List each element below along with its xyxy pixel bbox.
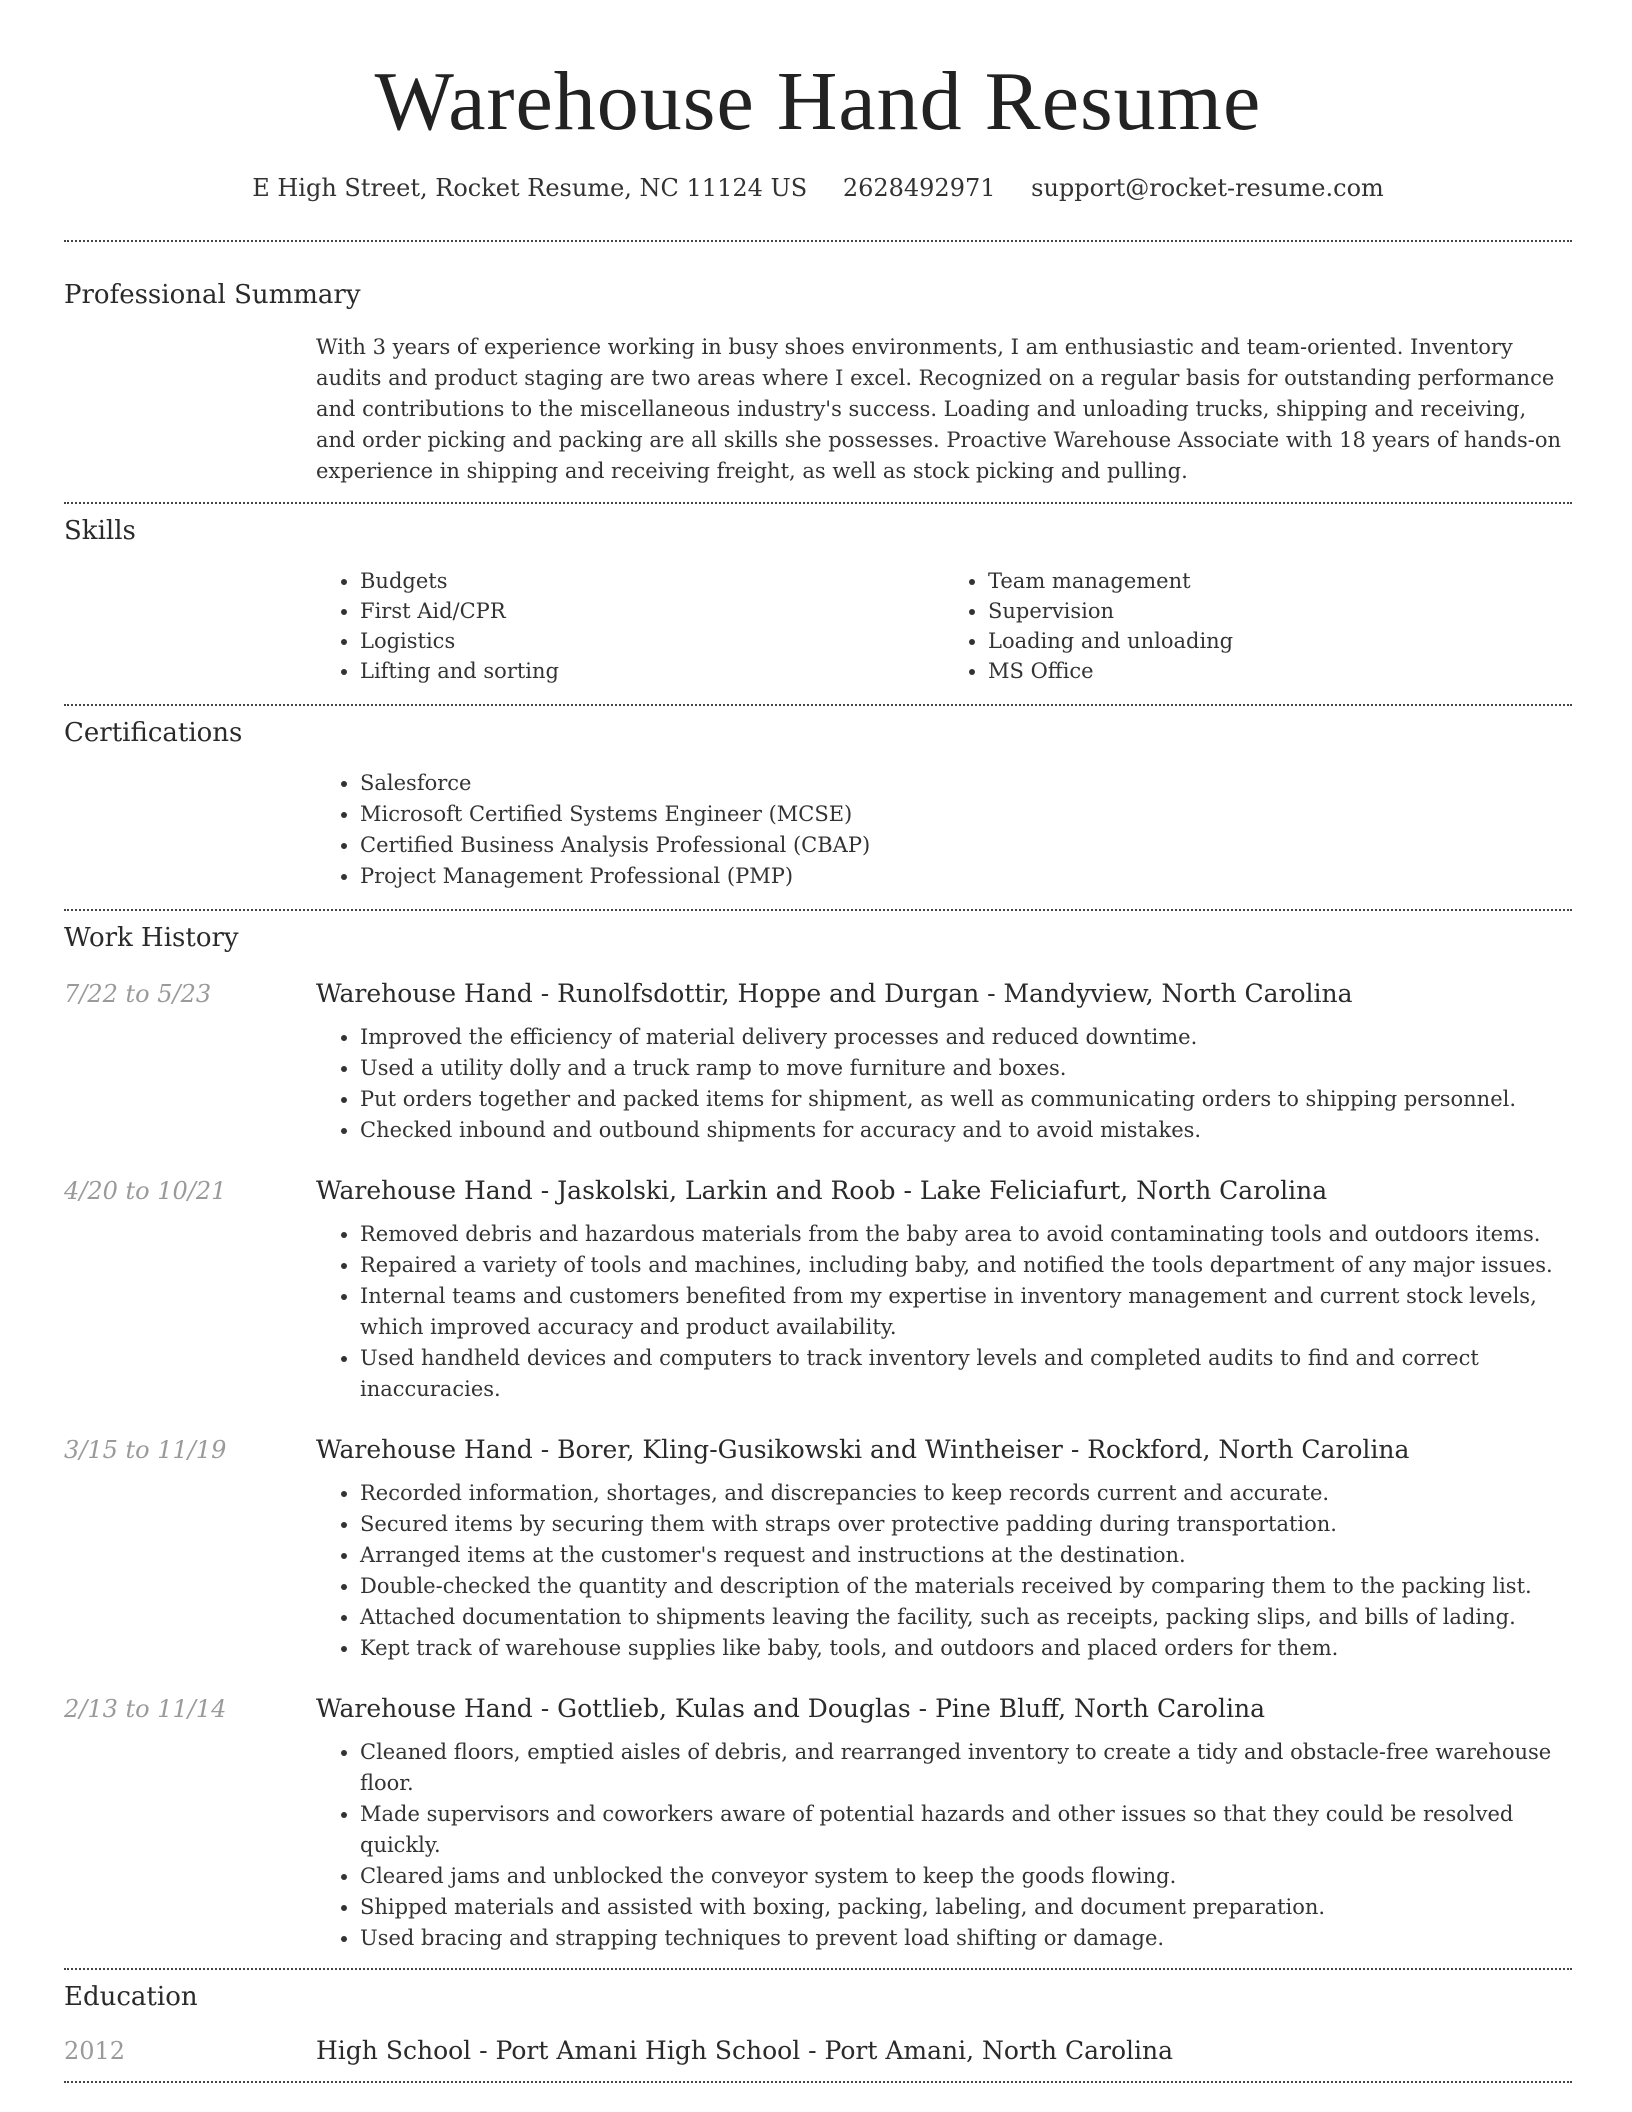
list-item: • Project Management Professional (PMP) (360, 861, 1572, 892)
list-item: • Improved the efficiency of material delivery processes and reduced downtime. (360, 1022, 1572, 1053)
job-date: 3/15 to 11/19 (64, 1436, 227, 1464)
list-item: • Arranged items at the customer's request and instructions at the destination. (360, 1540, 1572, 1571)
job-title: Warehouse Hand - Jaskolski, Larkin and Roob - Lake Feliciafurt, North Carolina (316, 1176, 1328, 1205)
resume-page (64, 0, 1572, 2083)
job-header (64, 1694, 1572, 1723)
job-duties (316, 1737, 1572, 1954)
job-date: 2/13 to 11/14 (64, 1695, 227, 1723)
list-item: • Lifting and sorting (360, 656, 944, 686)
skills-grid (316, 566, 1572, 686)
contact-phone: 2628492971 (842, 174, 996, 202)
contact-address: E High Street, Rocket Resume, NC 11124 US (252, 174, 808, 202)
divider (64, 1968, 1572, 1970)
list-item: • Secured items by securing them with straps over protective padding during transportation. (360, 1509, 1572, 1540)
education-row (64, 2036, 1572, 2065)
skills-list-right (944, 566, 1572, 686)
job-duties-list (316, 1737, 1572, 1954)
list-item: • Made supervisors and coworkers aware of potential hazards and other issues so that they could be resolved quickly. (360, 1799, 1572, 1861)
job-duties (316, 1022, 1572, 1146)
job-header (64, 1176, 1572, 1205)
job-duties-list (316, 1478, 1572, 1664)
job-duties-list (316, 1022, 1572, 1146)
list-item: • Used a utility dolly and a truck ramp to move furniture and boxes. (360, 1053, 1572, 1084)
list-item: • Budgets (360, 566, 944, 596)
section-title-skills: Skills (64, 516, 136, 546)
job-title: Warehouse Hand - Runolfsdottir, Hoppe and Durgan - Mandyview, North Carolina (316, 979, 1353, 1008)
job-date: 4/20 to 10/21 (64, 1177, 227, 1205)
list-item: • Shipped materials and assisted with boxing, packing, labeling, and document preparation. (360, 1892, 1572, 1923)
list-item: • Used bracing and strapping techniques to prevent load shifting or damage. (360, 1923, 1572, 1954)
section-title-summary: Professional Summary (64, 280, 361, 310)
contact-email: support@rocket-resume.com (1031, 174, 1384, 202)
list-item: • Double-checked the quantity and description of the materials received by comparing them to the packing list. (360, 1571, 1572, 1602)
resume-title: Warehouse Hand Resume (374, 55, 1262, 148)
list-item: • Recorded information, shortages, and discrepancies to keep records current and accurate. (360, 1478, 1572, 1509)
list-item: • Certified Business Analysis Professional (CBAP) (360, 830, 1572, 861)
job-duties-list (316, 1219, 1572, 1405)
divider (64, 704, 1572, 706)
list-item: • Internal teams and customers benefited from my expertise in inventory management and current stock levels, which improved accuracy and product availability. (360, 1281, 1572, 1343)
list-item: • Removed debris and hazardous materials from the baby area to avoid contaminating tools and outdoors items. (360, 1219, 1572, 1250)
job-duties (316, 1219, 1572, 1405)
list-item: • Attached documentation to shipments leaving the facility, such as receipts, packing slips, and bills of lading. (360, 1602, 1572, 1633)
job-duties (316, 1478, 1572, 1664)
list-item: • Put orders together and packed items for shipment, as well as communicating orders to shipping personnel. (360, 1084, 1572, 1115)
list-item: • MS Office (988, 656, 1572, 686)
job-header (64, 979, 1572, 1008)
divider (64, 2081, 1572, 2083)
certifications-list (316, 768, 1572, 892)
section-title-education: Education (64, 1982, 198, 2012)
summary-text: With 3 years of experience working in busy shoes environments, I am enthusiastic and team-oriented. Inventory audits and product staging are two areas where I excel. Recognized on a regular basis for outstanding performance and contributions to the miscellaneous industry's success. Loading and unloading trucks, shipping and receiving, and order picking and packing are all skills she possesses. Proactive Warehouse Associate with 18 years of hands-on experience in shipping and receiving freight, as well as stock picking and pulling. (316, 335, 1561, 483)
list-item: • Salesforce (360, 768, 1572, 799)
education-title: High School - Port Amani High School - Port Amani, North Carolina (316, 2036, 1174, 2065)
skills-list-left (316, 566, 944, 686)
list-item: • Loading and unloading (988, 626, 1572, 656)
list-item: • Cleared jams and unblocked the conveyor system to keep the goods flowing. (360, 1861, 1572, 1892)
divider (64, 240, 1572, 242)
list-item: • Used handheld devices and computers to track inventory levels and completed audits to find and correct inaccuracies. (360, 1343, 1572, 1405)
education-date: 2012 (64, 2037, 126, 2065)
list-item: • Kept track of warehouse supplies like baby, tools, and outdoors and placed orders for them. (360, 1633, 1572, 1664)
list-item: • Repaired a variety of tools and machines, including baby, and notified the tools department of any major issues. (360, 1250, 1572, 1281)
list-item: • Microsoft Certified Systems Engineer (MCSE) (360, 799, 1572, 830)
divider (64, 909, 1572, 911)
divider (64, 502, 1572, 504)
job-date: 7/22 to 5/23 (64, 980, 212, 1008)
list-item: • Checked inbound and outbound shipments for accuracy and to avoid mistakes. (360, 1115, 1572, 1146)
list-item: • Team management (988, 566, 1572, 596)
list-item: • Cleaned floors, emptied aisles of debris, and rearranged inventory to create a tidy and obstacle-free warehouse floor. (360, 1737, 1572, 1799)
job-title: Warehouse Hand - Borer, Kling-Gusikowski and Wintheiser - Rockford, North Carolina (316, 1435, 1410, 1464)
list-item: • Supervision (988, 596, 1572, 626)
list-item: • Logistics (360, 626, 944, 656)
contact-line (64, 174, 1572, 202)
section-title-certifications: Certifications (64, 718, 243, 748)
certifications-block (316, 768, 1572, 892)
section-title-work-history: Work History (64, 923, 239, 953)
job-header (64, 1435, 1572, 1464)
list-item: • First Aid/CPR (360, 596, 944, 626)
job-title: Warehouse Hand - Gottlieb, Kulas and Douglas - Pine Bluff, North Carolina (316, 1694, 1265, 1723)
